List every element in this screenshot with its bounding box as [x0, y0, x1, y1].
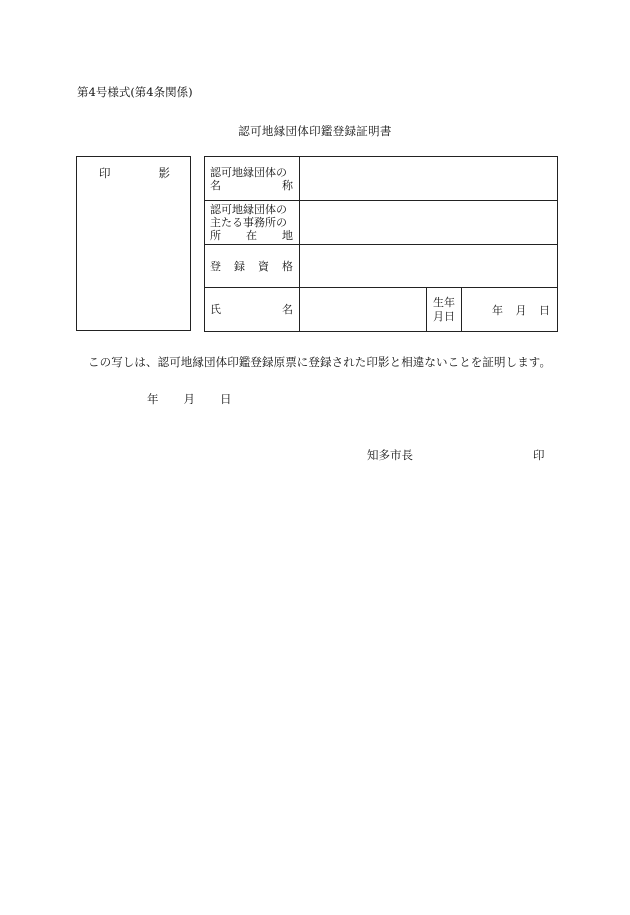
date-part: 日: [220, 392, 232, 406]
label-char: 在: [246, 229, 257, 242]
label-line: [210, 303, 295, 316]
label-char: 地: [282, 229, 293, 242]
certification-statement: この写しは、認可地縁団体印鑑登録原票に登録された印影と相違ないことを証明します。: [88, 355, 552, 369]
date-part: 年: [492, 303, 503, 317]
label-line: 月日: [433, 309, 455, 323]
seal-label-part: 印: [99, 166, 111, 180]
seal-label-part: 影: [158, 166, 170, 180]
registration-qualification-value[interactable]: [300, 245, 558, 288]
label-line: [210, 260, 295, 273]
label-char: 称: [282, 178, 293, 192]
date-part: 年: [147, 392, 159, 406]
birth-date-value[interactable]: [462, 288, 558, 332]
label-line: 主たる事務所の: [210, 216, 287, 229]
seal-impression-box: [76, 156, 191, 331]
group-name-label: [205, 157, 300, 201]
date-part: 日: [539, 303, 550, 317]
issue-date: [147, 391, 232, 407]
label-char: 格: [282, 259, 293, 273]
office-address-value[interactable]: [300, 201, 558, 245]
label-char: 登: [210, 259, 221, 273]
office-address-label: [205, 201, 300, 245]
birth-date-parts: [462, 302, 557, 318]
label-char: 所: [210, 229, 221, 242]
table-row: [205, 245, 558, 288]
registration-info-table: [204, 156, 558, 332]
table-row: [205, 157, 558, 201]
label-char: 名: [210, 178, 221, 192]
registration-qualification-label: [205, 245, 300, 288]
date-part: 月: [515, 303, 527, 317]
label-char: 氏: [210, 303, 221, 316]
issuer-seal-mark: 印: [533, 448, 545, 462]
person-name-value[interactable]: [300, 288, 427, 332]
issuer-title: 知多市長: [367, 448, 413, 462]
label-char: 名: [282, 303, 293, 316]
date-part: 月: [183, 392, 195, 406]
table-row: [205, 201, 558, 245]
label-line: 生年: [433, 295, 455, 309]
seal-impression-label: [77, 165, 190, 181]
birth-date-label: [427, 288, 462, 332]
group-name-value[interactable]: [300, 157, 558, 201]
label-line: [210, 179, 295, 192]
label-line: 認可地縁団体の: [210, 165, 287, 179]
label-line: 認可地縁団体の: [210, 203, 287, 216]
document-title: 認可地縁団体印鑑登録証明書: [238, 124, 392, 138]
form-number: 第4号様式(第4条関係): [77, 85, 193, 99]
person-name-label: [205, 288, 300, 332]
label-line: [210, 229, 295, 242]
label-char: 録: [234, 259, 245, 273]
label-char: 資: [258, 259, 269, 273]
table-row: [205, 288, 558, 332]
